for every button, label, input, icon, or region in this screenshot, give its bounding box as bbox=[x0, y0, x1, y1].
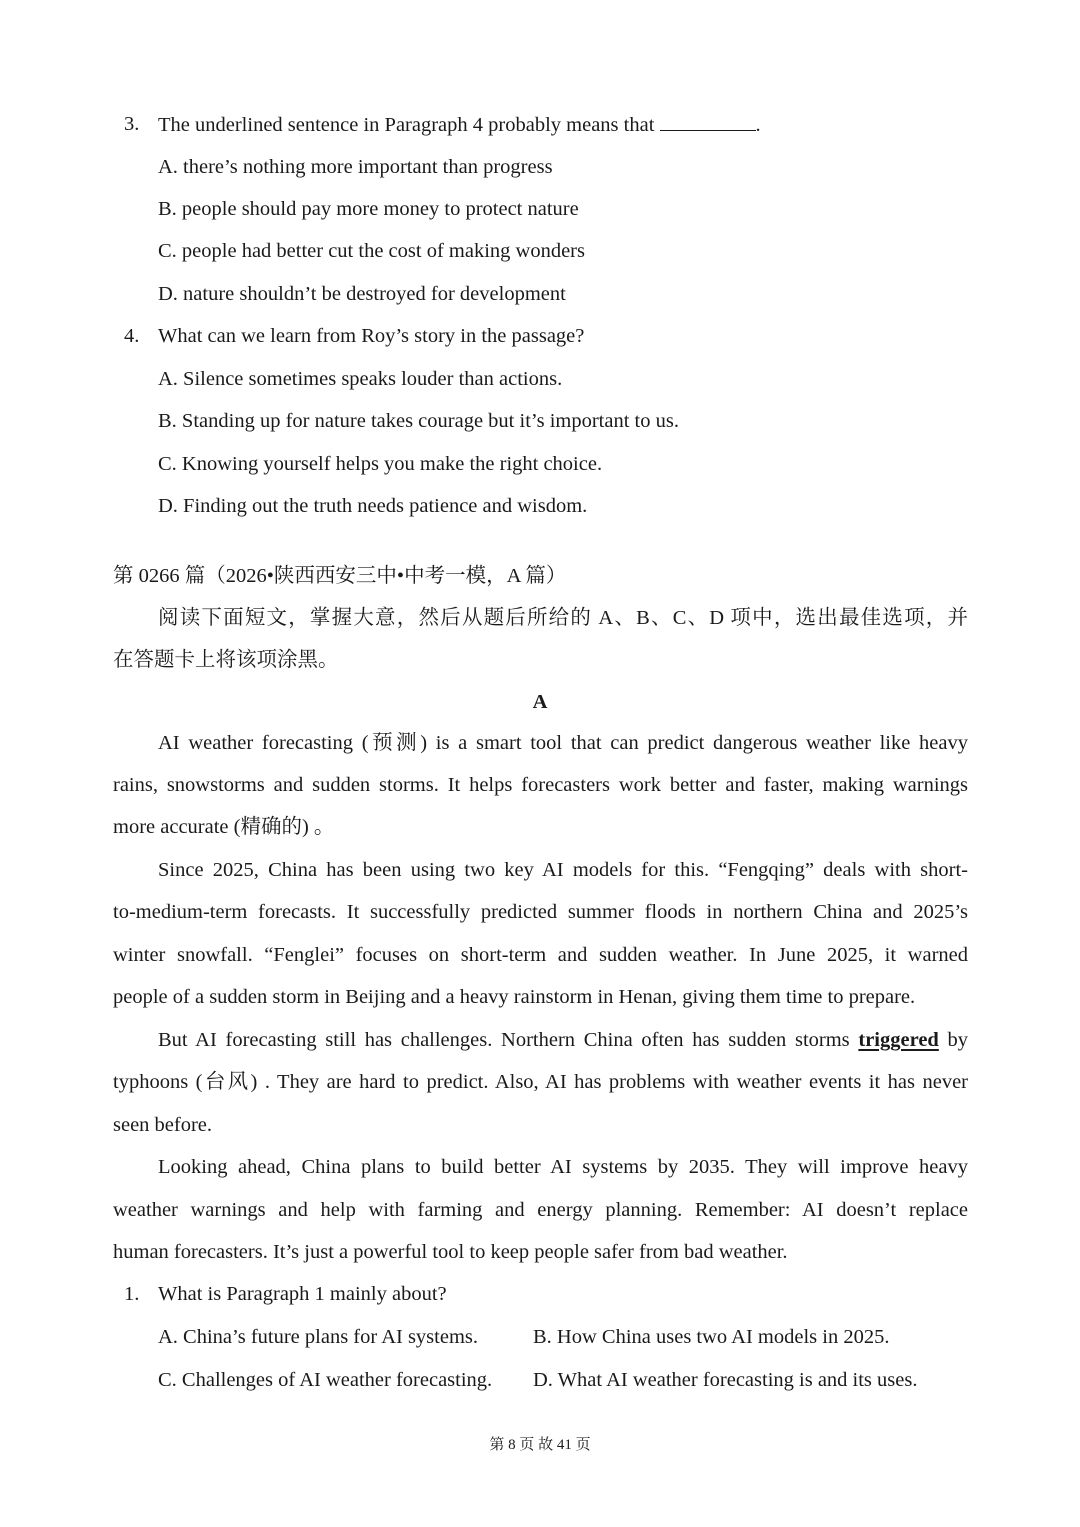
paragraph-4-line-2: weather warnings and help with farming and energy planning. Remember: AI doesn’t replace bbox=[113, 1199, 968, 1221]
question-4-option-d: D. Finding out the truth needs patience and wisdom. bbox=[158, 495, 588, 517]
paragraph-4-line-1: Looking ahead, China plans to build better AI systems by 2035. They will improve heavy bbox=[158, 1156, 968, 1178]
paragraph-3-text-after: by bbox=[947, 1029, 969, 1051]
question-4-option-b: B. Standing up for nature takes courage but it’s important to us. bbox=[158, 410, 679, 432]
paragraph-3-line-1 bbox=[158, 1028, 968, 1053]
question-3-stem bbox=[158, 112, 761, 138]
paragraph-3-text-before: But AI forecasting still has challenges. Northern China often has sudden storms bbox=[158, 1029, 850, 1051]
question-4-option-a: A. Silence sometimes speaks louder than actions. bbox=[158, 368, 563, 390]
question-1-option-b: B. How China uses two AI models in 2025. bbox=[533, 1326, 890, 1348]
passage-label: A bbox=[532, 691, 548, 713]
question-3-option-a: A. there’s nothing more important than progress bbox=[158, 156, 553, 178]
question-4-number: 4. bbox=[124, 325, 140, 347]
question-1-option-c: C. Challenges of AI weather forecasting. bbox=[158, 1369, 493, 1391]
question-3-option-d: D. nature shouldn’t be destroyed for development bbox=[158, 283, 566, 305]
paragraph-3-line-3: seen before. bbox=[113, 1114, 213, 1136]
question-3-number: 3. bbox=[124, 113, 140, 135]
section-heading: 第 0266 篇（2026•陕西西安三中•中考一模，A 篇） bbox=[113, 565, 567, 587]
question-3-stem-text: The underlined sentence in Paragraph 4 probably means that bbox=[158, 114, 655, 136]
question-1-number: 1. bbox=[124, 1283, 140, 1305]
question-3-option-c: C. people had better cut the cost of making wonders bbox=[158, 240, 585, 262]
instruction-line-1: 阅读下面短文，掌握大意，然后从题后所给的 A、B、C、D 项中，选出最佳选项，并 bbox=[158, 607, 968, 629]
answer-blank bbox=[660, 112, 756, 131]
paragraph-4-line-3: human forecasters. It’s just a powerful tool to keep people safer from bad weather. bbox=[113, 1241, 788, 1263]
paragraph-2-line-1: Since 2025, China has been using two key AI models for this. “Fengqing” deals with short- bbox=[158, 859, 968, 881]
paragraph-2-line-3: winter snowfall. “Fenglei” focuses on short-term and sudden weather. In June 2025, it warned bbox=[113, 944, 968, 966]
question-3-option-b: B. people should pay more money to protect nature bbox=[158, 198, 579, 220]
paragraph-1-line-2: rains, snowstorms and sudden storms. It helps forecasters work better and faster, making warnings bbox=[113, 774, 968, 796]
question-1-option-d: D. What AI weather forecasting is and its uses. bbox=[533, 1369, 918, 1391]
paragraph-3-line-2: typhoons (台风) . They are hard to predict. Also, AI has problems with weather events it has never bbox=[113, 1071, 968, 1093]
question-4-stem: What can we learn from Roy’s story in the passage? bbox=[158, 325, 585, 347]
paragraph-2-line-4: people of a sudden storm in Beijing and a heavy rainstorm in Henan, giving them time to prepare. bbox=[113, 986, 916, 1008]
question-4-option-c: C. Knowing yourself helps you make the right choice. bbox=[158, 453, 603, 475]
question-1-option-a: A. China’s future plans for AI systems. bbox=[158, 1326, 478, 1348]
page-footer: 第 8 页 故 41 页 bbox=[489, 1437, 591, 1453]
paragraph-1-line-1: AI weather forecasting (预测) is a smart tool that can predict dangerous weather like heavy bbox=[158, 732, 968, 754]
paragraph-1-line-3: more accurate (精确的) 。 bbox=[113, 816, 335, 838]
question-1-stem: What is Paragraph 1 mainly about? bbox=[158, 1283, 447, 1305]
instruction-line-2: 在答题卡上将该项涂黑。 bbox=[113, 649, 339, 671]
underlined-word: triggered bbox=[858, 1029, 939, 1051]
question-3-stem-end: . bbox=[755, 114, 761, 136]
paragraph-2-line-2: to-medium-term forecasts. It successfully predicted summer floods in northern China and 2025’s bbox=[113, 901, 968, 923]
